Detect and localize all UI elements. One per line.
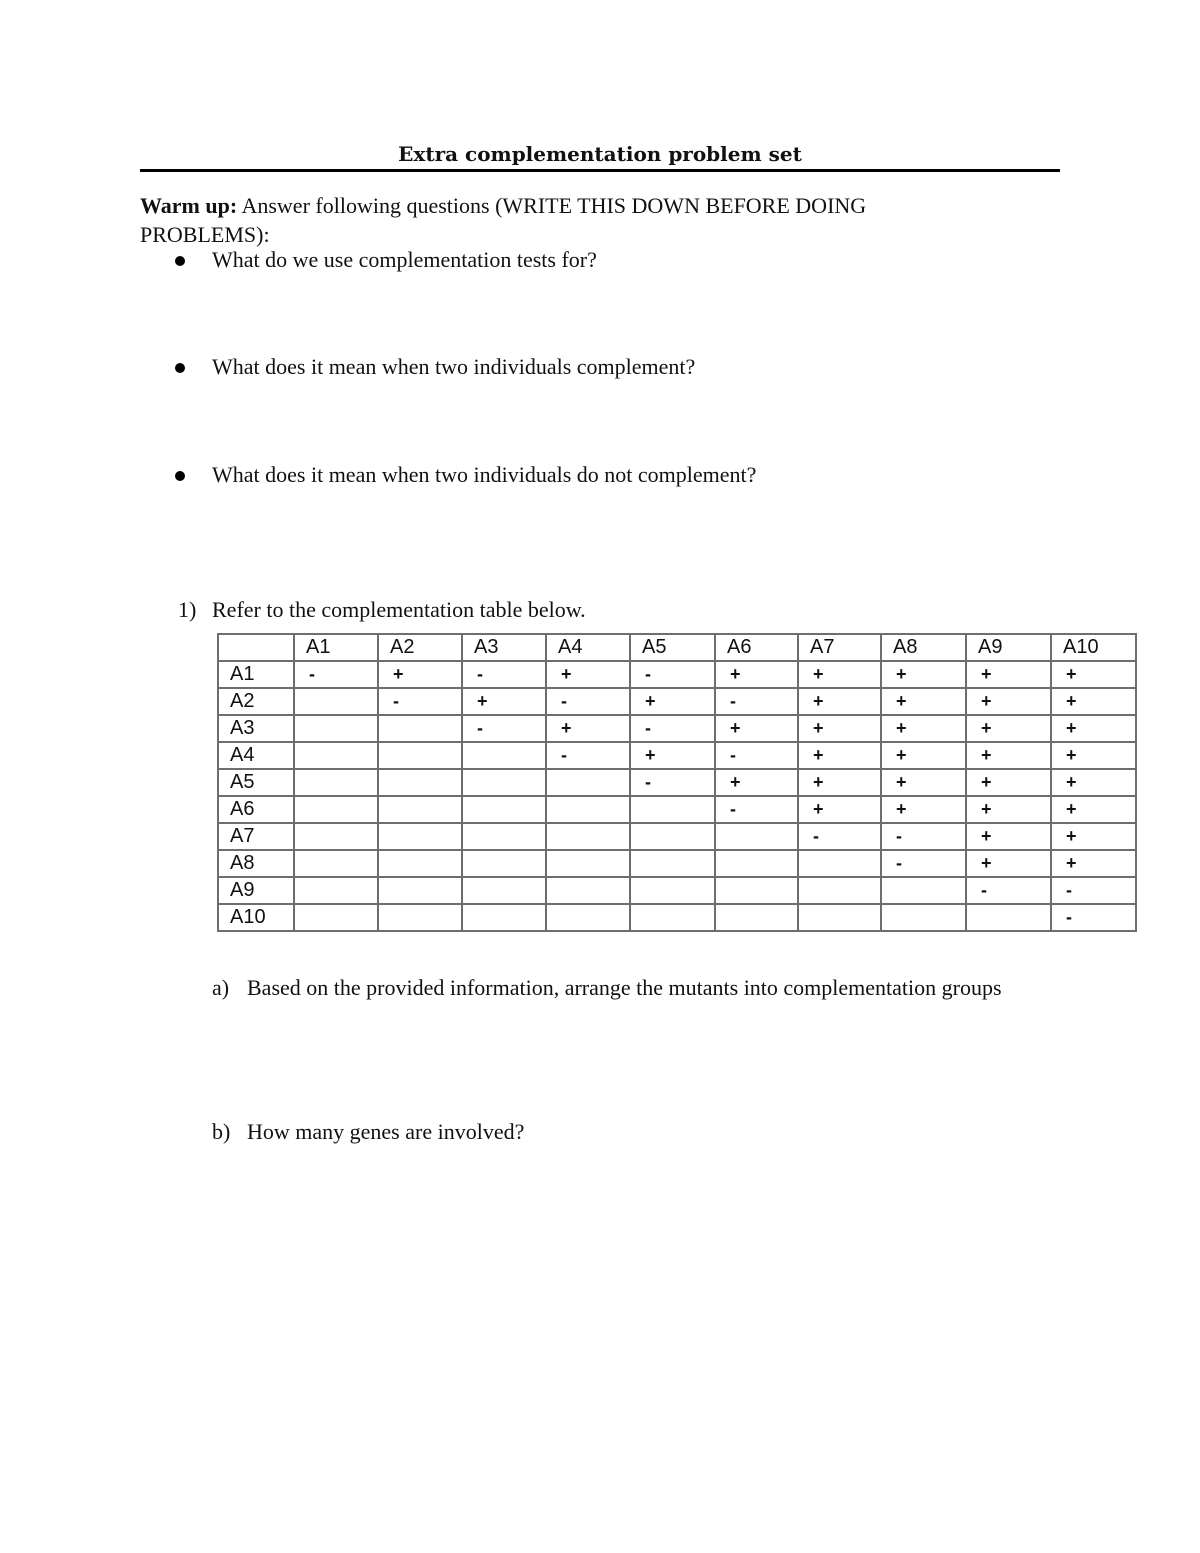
page-title: Extra complementation problem set [398, 142, 802, 166]
table-cell: - [294, 661, 378, 688]
table-cell [294, 688, 378, 715]
table-cell: - [546, 742, 630, 769]
table-cell [462, 877, 546, 904]
table-cell: + [966, 823, 1051, 850]
table-cell: + [881, 715, 966, 742]
table-cell: + [378, 661, 462, 688]
table-cell [798, 877, 881, 904]
table-cell: + [715, 661, 798, 688]
table-cell: + [881, 769, 966, 796]
table-cell [715, 823, 798, 850]
table-cell [294, 715, 378, 742]
table-cell [630, 850, 715, 877]
table-cell: + [630, 742, 715, 769]
table-cell: + [798, 688, 881, 715]
table-cell [294, 769, 378, 796]
table-cell: - [462, 661, 546, 688]
table-cell: + [881, 796, 966, 823]
table-cell: + [966, 769, 1051, 796]
table-cell: + [715, 715, 798, 742]
table-cell [294, 823, 378, 850]
table-cell: + [715, 769, 798, 796]
sub-question-a [212, 975, 1002, 1001]
table-cell [630, 904, 715, 931]
bullet-icon [175, 471, 185, 481]
table-cell: + [798, 661, 881, 688]
table-cell [630, 796, 715, 823]
table-cell: - [715, 742, 798, 769]
table-cell [798, 904, 881, 931]
row-header: A4 [218, 742, 294, 769]
column-header: A7 [798, 634, 881, 661]
question-number: 1) [178, 597, 197, 622]
column-header: A4 [546, 634, 630, 661]
table-cell [378, 823, 462, 850]
sub-question-label: a) [212, 975, 230, 1000]
table-row [218, 796, 1136, 823]
table-cell: + [630, 688, 715, 715]
row-header: A8 [218, 850, 294, 877]
column-header: A9 [966, 634, 1051, 661]
table-cell [378, 850, 462, 877]
table-cell [378, 742, 462, 769]
table-cell [630, 823, 715, 850]
table-row [218, 904, 1136, 931]
row-header: A1 [218, 661, 294, 688]
table-cell: - [462, 715, 546, 742]
row-header: A7 [218, 823, 294, 850]
table-cell: + [462, 688, 546, 715]
table-cell: + [798, 796, 881, 823]
table-cell: + [966, 688, 1051, 715]
question-text: Refer to the complementation table below. [212, 597, 586, 622]
table-cell [378, 904, 462, 931]
table-cell: + [966, 850, 1051, 877]
table-cell: - [881, 823, 966, 850]
table-cell: + [546, 661, 630, 688]
table-cell [462, 769, 546, 796]
table-cell [715, 877, 798, 904]
table-cell: - [1051, 904, 1136, 931]
table-cell [294, 877, 378, 904]
column-header: A8 [881, 634, 966, 661]
table-cell [546, 850, 630, 877]
column-header: A3 [462, 634, 546, 661]
table-cell [378, 877, 462, 904]
complementation-table [217, 633, 1137, 932]
table-cell: + [966, 661, 1051, 688]
table-cell: + [798, 769, 881, 796]
corner-cell [218, 634, 294, 661]
bullet-icon [175, 363, 185, 373]
table-cell: + [881, 661, 966, 688]
table-cell: - [798, 823, 881, 850]
row-header: A10 [218, 904, 294, 931]
table-cell [378, 769, 462, 796]
table-cell [546, 769, 630, 796]
table-cell [630, 877, 715, 904]
table-cell: - [881, 850, 966, 877]
table-cell [294, 742, 378, 769]
table-row [218, 715, 1136, 742]
table-cell [462, 823, 546, 850]
table-row [218, 742, 1136, 769]
table-cell [462, 796, 546, 823]
table-cell: - [715, 796, 798, 823]
table-cell: - [715, 688, 798, 715]
table-cell: - [630, 661, 715, 688]
row-header: A3 [218, 715, 294, 742]
table-cell: + [798, 715, 881, 742]
bullet-text: What does it mean when two individuals do not complement? [212, 462, 757, 487]
warmup-paragraph [140, 191, 1000, 249]
table-cell [966, 904, 1051, 931]
table-cell: + [881, 688, 966, 715]
table-cell: - [630, 769, 715, 796]
table-cell [378, 796, 462, 823]
table-row [218, 661, 1136, 688]
title-rule [140, 169, 1060, 172]
row-header: A9 [218, 877, 294, 904]
table-cell: + [1051, 823, 1136, 850]
sub-question-b [212, 1119, 524, 1145]
table-cell [462, 742, 546, 769]
table-cell: + [1051, 796, 1136, 823]
table-row [218, 688, 1136, 715]
warmup-text: Answer following questions (WRITE THIS DOWN BEFORE DOING PROBLEMS): [140, 193, 867, 247]
table-cell: + [1051, 850, 1136, 877]
column-header: A10 [1051, 634, 1136, 661]
table-cell: + [798, 742, 881, 769]
table-header-row [218, 634, 1136, 661]
table-cell: - [966, 877, 1051, 904]
warmup-label: Warm up: [140, 193, 238, 218]
table-cell: + [1051, 769, 1136, 796]
row-header: A2 [218, 688, 294, 715]
table-cell: + [966, 796, 1051, 823]
table-cell [462, 904, 546, 931]
table-cell: - [378, 688, 462, 715]
table-cell: + [881, 742, 966, 769]
table-cell: + [1051, 661, 1136, 688]
table-cell [798, 850, 881, 877]
table-row [218, 769, 1136, 796]
table-cell: + [1051, 715, 1136, 742]
row-header: A5 [218, 769, 294, 796]
bullet-icon [175, 256, 185, 266]
table-cell [294, 904, 378, 931]
table-cell: + [546, 715, 630, 742]
table-cell [546, 904, 630, 931]
column-header: A1 [294, 634, 378, 661]
table-cell: - [630, 715, 715, 742]
table-row [218, 850, 1136, 877]
table-cell [378, 715, 462, 742]
table-cell [715, 850, 798, 877]
table-cell [294, 796, 378, 823]
table-cell: - [1051, 877, 1136, 904]
table-cell [546, 796, 630, 823]
table-cell: - [546, 688, 630, 715]
table-cell [546, 877, 630, 904]
table-cell: + [966, 715, 1051, 742]
table-cell [462, 850, 546, 877]
table-cell [715, 904, 798, 931]
table-cell: + [1051, 688, 1136, 715]
table-cell [294, 850, 378, 877]
row-header: A6 [218, 796, 294, 823]
table-row [218, 877, 1136, 904]
table-cell [881, 877, 966, 904]
column-header: A5 [630, 634, 715, 661]
column-header: A6 [715, 634, 798, 661]
question-1 [178, 597, 586, 623]
table-cell: + [966, 742, 1051, 769]
table-cell [546, 823, 630, 850]
table-cell [881, 904, 966, 931]
table-cell: + [1051, 742, 1136, 769]
sub-question-text: How many genes are involved? [247, 1119, 525, 1144]
table-row [218, 823, 1136, 850]
bullet-text: What does it mean when two individuals complement? [212, 354, 696, 379]
sub-question-text: Based on the provided information, arrange the mutants into complementation groups [247, 975, 1002, 1000]
bullet-text: What do we use complementation tests for? [212, 247, 597, 272]
column-header: A2 [378, 634, 462, 661]
sub-question-label: b) [212, 1119, 231, 1144]
